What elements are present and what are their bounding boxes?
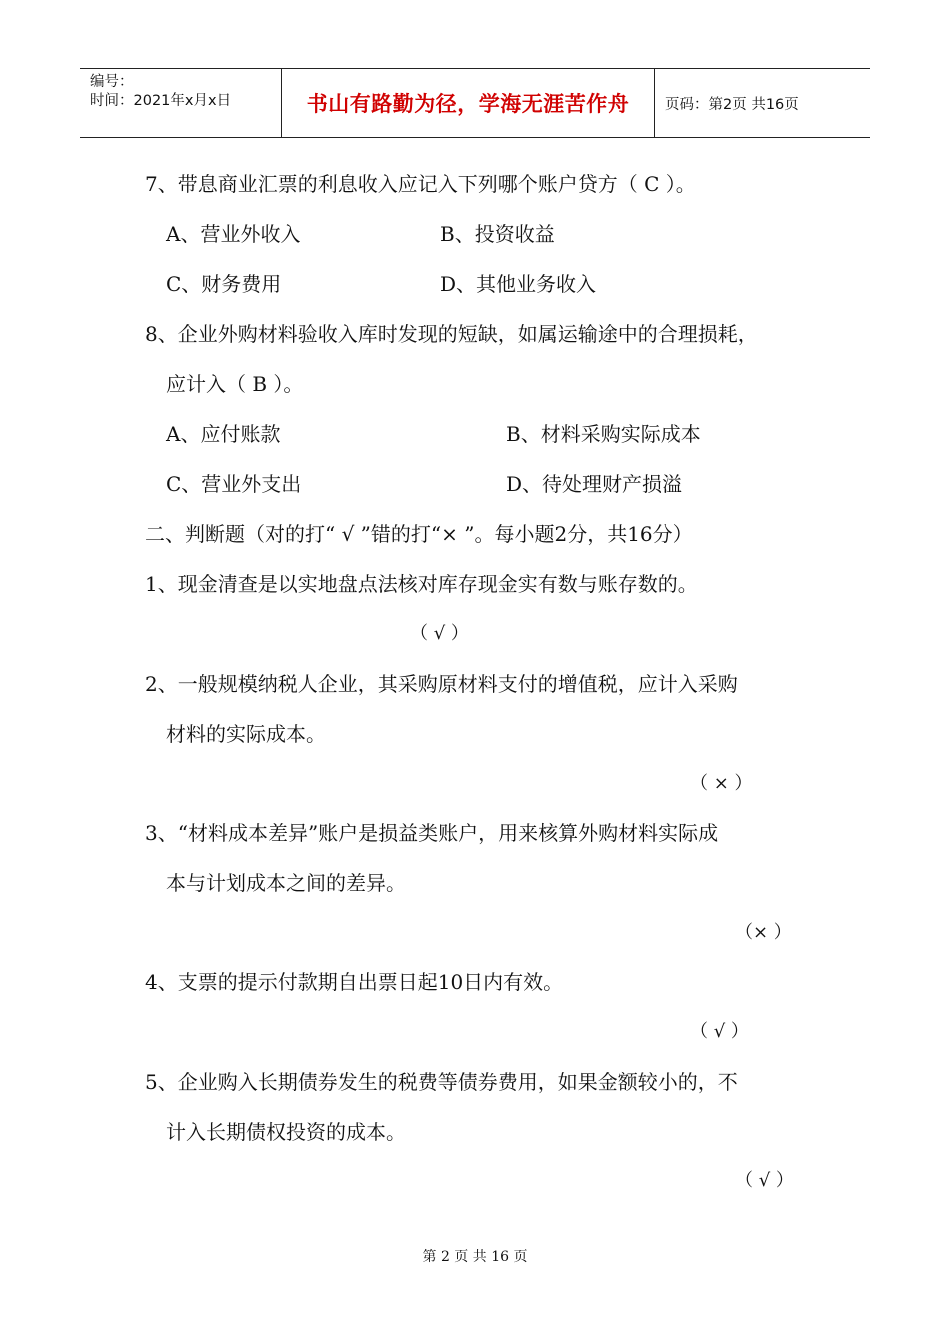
tf-question-5-cont: 计入长期债权投资的成本。: [166, 1120, 406, 1144]
tf-question-3: 3、“材料成本差异”账户是损益类账户，用来核算外购材料实际成: [145, 821, 719, 845]
tf-question-2: 2、一般规模纳税人企业，其采购原材料支付的增值税，应计入采购: [145, 672, 738, 696]
header-page-info: 页码：第2页 共16页: [665, 96, 799, 113]
question-7: 7、带息商业汇票的利息收入应记入下列哪个账户贷方（ C ）。: [145, 172, 696, 196]
tf-question-3-cont: 本与计划成本之间的差异。: [166, 871, 406, 895]
tf-answer-2: （ × ）: [690, 773, 753, 794]
motto: 书山有路勤为径，学海无涯苦作舟: [306, 92, 630, 116]
tf-question-5: 5、企业购入长期债券发生的税费等债券费用，如果金额较小的，不: [145, 1070, 738, 1094]
tf-question-2-cont: 材料的实际成本。: [166, 722, 326, 746]
q7-option-a: A、营业外收入: [166, 222, 301, 246]
page-header: [80, 68, 870, 138]
q8-option-a: A、应付账款: [166, 422, 281, 446]
tf-answer-3: （× ）: [735, 922, 792, 943]
q8-option-c: C、营业外支出: [166, 472, 302, 496]
q7-option-b: B、投资收益: [440, 222, 555, 246]
tf-answer-4: （ √ ）: [690, 1021, 749, 1042]
page-footer: 第 2 页 共 16 页: [422, 1249, 528, 1265]
tf-question-4: 4、支票的提示付款期自出票日起10日内有效。: [145, 970, 564, 994]
q8-option-d: D、待处理财产损溢: [506, 472, 683, 496]
q7-option-c: C、财务费用: [166, 272, 282, 296]
tf-answer-1: （ √ ）: [410, 623, 469, 644]
time-label: 时间：2021年x月x日: [90, 93, 232, 109]
q8-option-b: B、材料采购实际成本: [506, 422, 701, 446]
question-8: 8、企业外购材料验收入库时发现的短缺，如属运输途中的合理损耗，: [145, 322, 758, 346]
header-meta: [80, 69, 282, 137]
tf-answer-5: （ √ ）: [735, 1170, 794, 1191]
header-motto-cell: [282, 69, 655, 137]
question-8-cont: 应计入（ B ）。: [166, 372, 304, 396]
tf-question-1: 1、现金清查是以实地盘点法核对库存现金实有数与账存数的。: [145, 572, 698, 596]
q7-option-d: D、其他业务收入: [440, 272, 597, 296]
section-heading: 二、判断题（对的打“ √ ”错的打“× ”。每小题2分，共16分）: [145, 522, 693, 546]
code-label: 编号：: [90, 74, 134, 90]
